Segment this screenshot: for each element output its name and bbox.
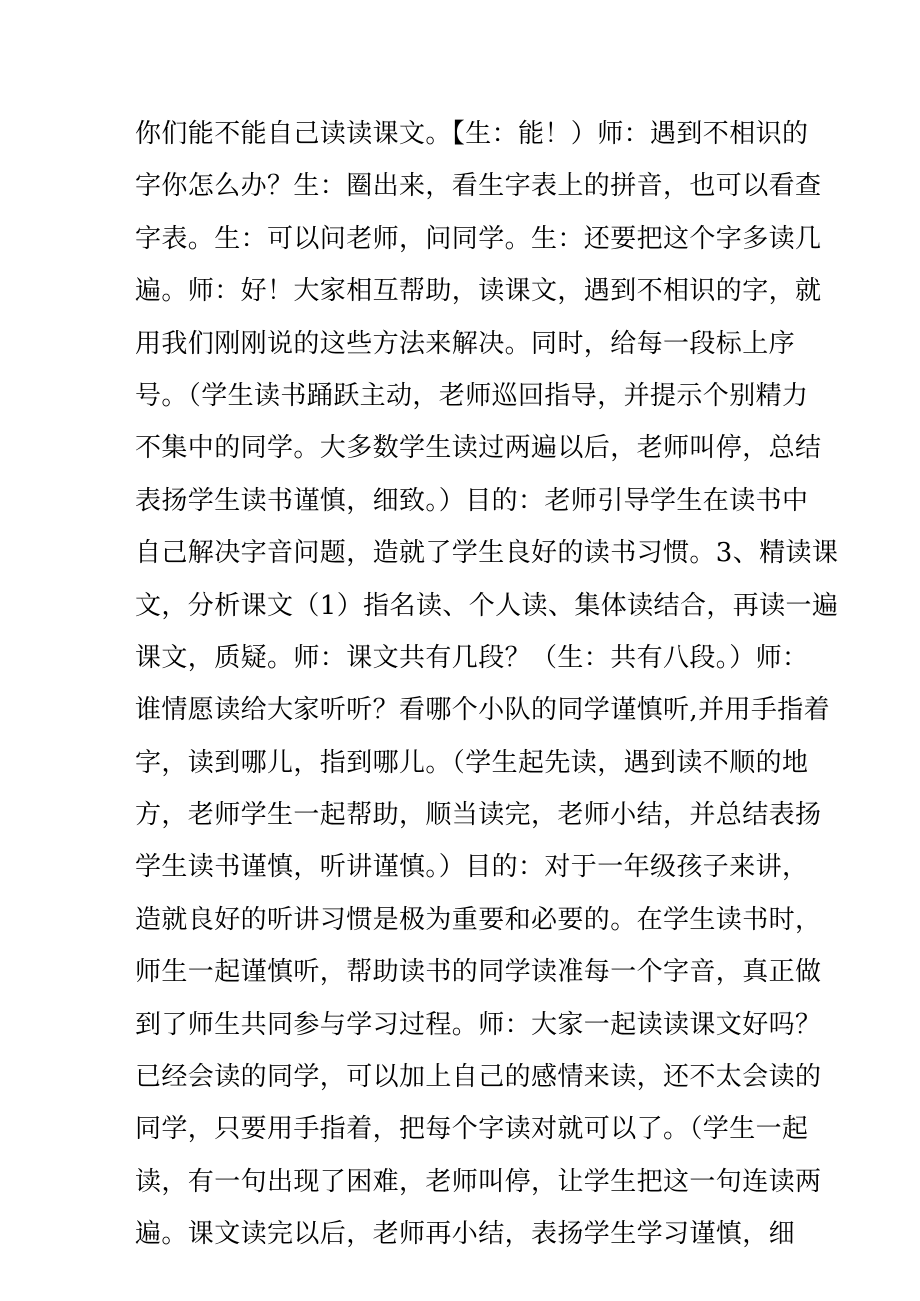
text-line: 不集中的同学。大多数学生读过两遍以后，老师叫停，总结 <box>135 433 822 464</box>
text-line: 字表。生：可以问老师，问同学。生：还要把这个字多读几 <box>135 223 822 254</box>
text-line: 师生一起谨慎听，帮助读书的同学读准每一个字音，真正做 <box>135 957 822 988</box>
text-line: 课文，质疑。师：课文共有几段？（生：共有八段。）师： <box>135 642 809 673</box>
text-line: 学生读书谨慎，听讲谨慎。）目的：对于一年级孩子来讲， <box>135 852 809 883</box>
text-line: 自己解决字音问题，造就了学生良好的读书习惯。3、精读课 <box>135 538 839 569</box>
text-line: 遍。课文读完以后，老师再小结，表扬学生学习谨慎，细 <box>135 1219 796 1250</box>
text-line: 字你怎么办？生：圈出来，看生字表上的拼音，也可以看查 <box>135 171 822 202</box>
text-line: 号。（学生读书踊跃主动，老师巡回指导，并提示个别精力 <box>135 380 809 411</box>
text-line: 文，分析课文（1）指名读、个人读、集体读结合，再读一遍 <box>135 590 839 621</box>
text-line: 造就良好的听讲习惯是极为重要和必要的。在学生读书时， <box>135 904 822 935</box>
text-line: 读，有一句出现了困难，老师叫停，让学生把这一句连读两 <box>135 1166 822 1197</box>
text-line: 用我们刚刚说的这些方法来解决。同时，给每一段标上序 <box>135 328 796 359</box>
text-line: 同学，只要用手指着，把每个字读对就可以了。（学生一起 <box>135 1114 809 1145</box>
text-line: 到了师生共同参与学习过程。师：大家一起读读课文好吗？ <box>135 1009 822 1040</box>
text-line: 表扬学生读书谨慎，细致。）目的：老师引导学生在读书中 <box>135 485 809 516</box>
text-line: 字，读到哪儿，指到哪儿。（学生起先读，遇到读不顺的地 <box>135 747 809 778</box>
body-text <box>135 108 839 1261</box>
text-line: 方，老师学生一起帮助，顺当读完，老师小结，并总结表扬 <box>135 800 822 831</box>
text-line: 遍。师：好！大家相互帮助，读课文，遇到不相识的字，就 <box>135 276 822 307</box>
text-line: 已经会读的同学，可以加上自己的感情来读，还不太会读的 <box>135 1062 822 1093</box>
text-line: 你们能不能自己读读课文。【生：能！）师：遇到不相识的 <box>135 119 809 149</box>
text-line: 谁情愿读给大家听听？看哪个小队的同学谨慎听,并用手指着 <box>135 695 831 726</box>
